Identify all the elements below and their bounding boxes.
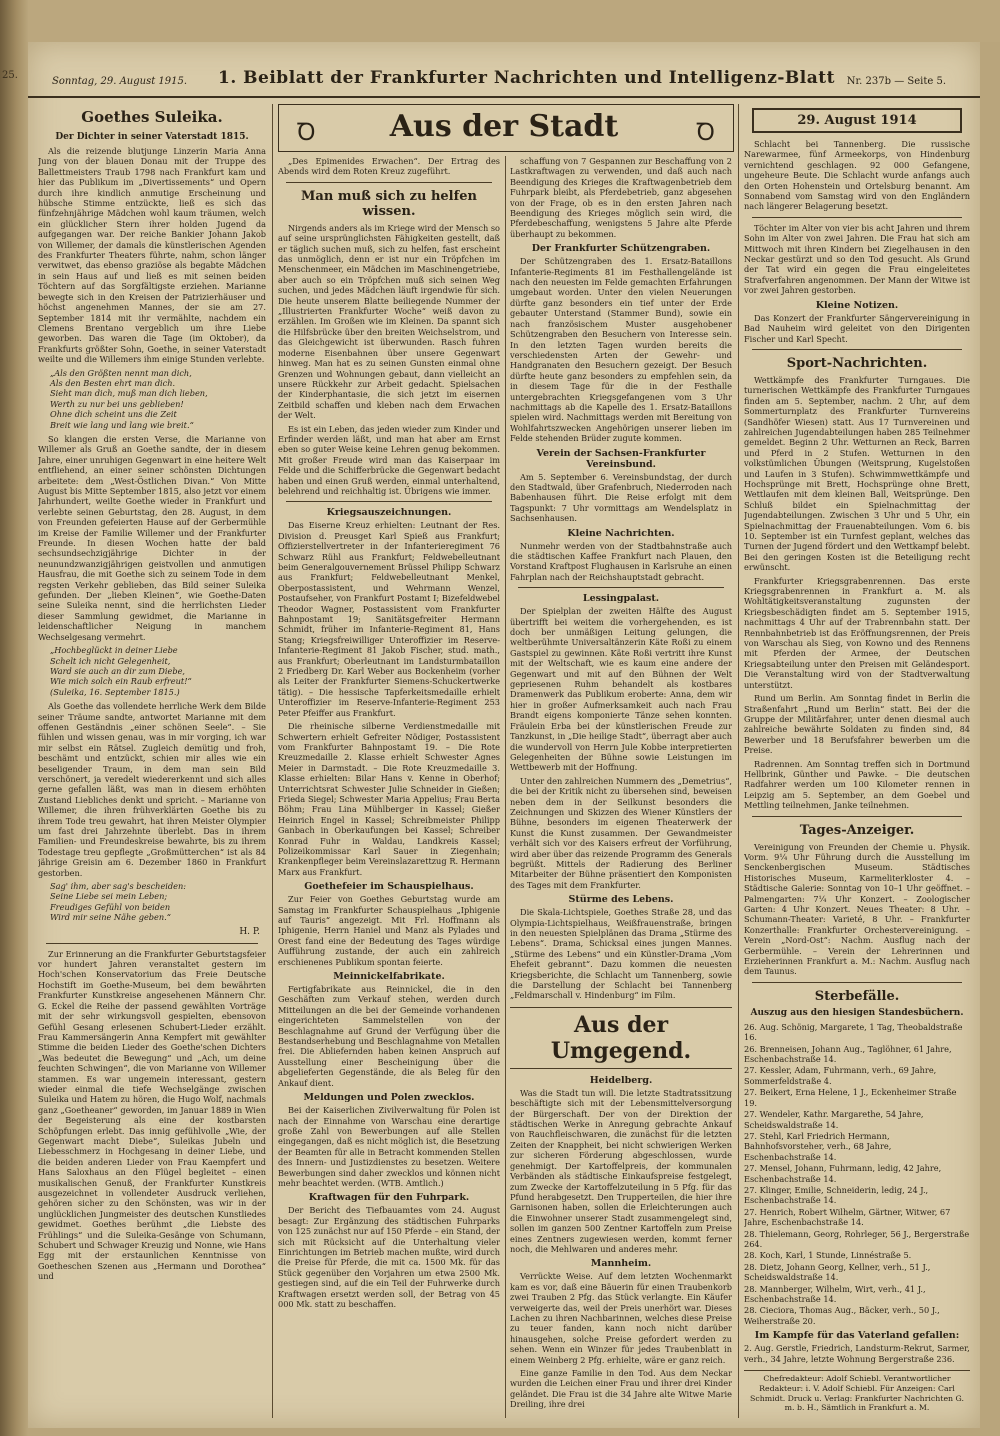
section-subtitle: Auszug aus den hiesigen Standesbüchern. bbox=[750, 1007, 964, 1018]
list-item: 27. Mensel, Johann, Fuhrmann, ledig, 42 Jahre, Eschenbachstraße 14. bbox=[744, 1163, 942, 1184]
poem: „Als den Größten nennt man dich, Als den Besten ehrt man dich. Sieht man dich, muß man dich lieben, Werth zu nur bei uns geblieben! Ohne dich scheint uns die Zeit Breit wie lang und lang wie breit.“ bbox=[50, 367, 208, 430]
paragraph: Das Konzert der Frankfurter Sängervereinigung in Bad Nauheim wird geleitet von den Dirigenten Fischer und Karl Specht. bbox=[744, 312, 970, 344]
column-rule bbox=[272, 104, 273, 1418]
article-heading: Verein der Sachsen-Frankfurter Vereinsbund. bbox=[536, 447, 706, 470]
divider bbox=[286, 182, 492, 183]
divider bbox=[752, 816, 962, 817]
newspaper-title: 1. Beiblatt der Frankfurter Nachrichten und Intelligenz-Blatt bbox=[218, 68, 835, 88]
list-item: 27. Kessler, Adam, Fuhrmann, verh., 69 Jahre, Sommerfeldstraße 4. bbox=[744, 1065, 937, 1086]
place-heading: Mannheim. bbox=[590, 1258, 652, 1270]
column-1 bbox=[38, 104, 266, 1418]
article-title: Goethes Suleika. bbox=[81, 108, 223, 126]
paragraph: Rund um Berlin. Am Sonntag findet in Berlin die Straßenfahrt „Rund um Berlin“ statt. Bei der die Gruppe der Militärfahrer, unter denen diesmal auch zahlreiche bewährte Soldaten zu finden sind, 84 Bewerber und 18 Berufsfahrer bewerben um die Preise. bbox=[744, 693, 970, 756]
article-heading: Kriegsauszeichnungen. bbox=[326, 507, 452, 519]
paragraph: Bei der Kaiserlichen Zivilverwaltung für Polen ist nach der Einnahme von Warschau eine derartige große Zahl von Bewerbungen auf alle Stellen eingegangen, daß es nicht möglich ist, die Besetzung der Beamten für alle in Betracht kommenden Stellen des Innern- und Justizdienstes zu besetzen. Weitere Bewerbungen sind daher zwecklos und können nicht mehr beachtet werden. (WTB. Amtlich.) bbox=[278, 1105, 500, 1188]
paragraph: Vereinigung von Freunden der Chemie u. Physik. Vorm. 9¼ Uhr Führung durch die Ausstellung im Senckenbergischen Museum. Städtisches Historisches Museum, Karmeliterkloster 4. – Städtische Galerie: Sonntag von 10–1 Uhr geöffnet. – Palmengarten: 7¼ Uhr Konzert. – Zoologischer Garten: 4 Uhr Konzert. Neues Theater: 8 Uhr. – Schumann-Theater: Varieté, 8 Uhr. – Frankfurter Konzerthalle: Frankfurter Orchestervereinigung. – Verein „Nord-Ost“: Nachm. Ausflug nach der Gerbermühle. – Verein der Lehrerinnen und Erzieherinnen Frankfurt a. M.: Nachm. Ausflug nach dem Taunus. bbox=[744, 841, 970, 977]
paragraph: Was die Stadt tun will. Die letzte Stadtratssitzung beschäftigte sich mit der Lebensmittelversorgung der Bürgerschaft. Der von der Direktion der städtischen Werke in Anregung gebrachte Ankauf von Rauchfleischwaren, die zunächst für die letzten Zeiten der Knappheit, bei nicht schwierigen Werken zur sicheren Förderung abgeschlossen, wurde genehmigt. Der Kartoffelpreis, der kommunalen Verbänden als städtische Einkaufspreise festgelegt, zum Zwecke der Kartoffelzuteilung in 5 Pfg. für das Pfund herabgesetzt. Den Trupperteilen, die hier ihre Garnisonen haben, sollen die Erleichterungen auch die Einwohner unserer Stadt zusammengelegt sind, sollen im ganzen 500 Zentner Kartoffeln zum Preise eines Zentners zugewiesen werden, kommt ferner noch, die Mehlwaren und anderes mehr. bbox=[510, 1087, 732, 1254]
section-title: Tages-Anzeiger. bbox=[799, 822, 915, 838]
paragraph: Zur Feier von Goethes Geburtstag wurde am Samstag im Frankfurter Schauspielhaus „Iphigenie auf Tauris“ angezeigt. Mit Frl. Hoffmann als Iphigenie, Herrn Haniel und Manz als Pylades und Orest fand eine der Bedeutung des Tages würdige Aufführung zustande, der auch ein zahlreich erschienenes Publikum spontan feierte. bbox=[278, 894, 500, 967]
anniversary-date-box: 29. August 1914 bbox=[752, 108, 962, 133]
list-item: 28. Thielemann, Georg, Rohrleger, 56 J., Bergerstraße 264. bbox=[744, 1228, 970, 1249]
paragraph: Die Skala-Lichtspiele, Goethes Straße 28, und das Olympia-Lichtspielhaus, Weißfrauenstraße, bringen in den neuesten Spielplänen das Drama „Stürme des Lebens“. Drama, Schicksal eines jungen Mannes. „Stürme des Lebens“ und ein Künstler-Drama „Vom Ehefeit gebrannt“. Dazu kommen die neuesten Kriegsberichte, die Schlacht um Tannenberg, sowie die Darstellung der Schlacht bei Tannenberg „Feldmarschall v. Hindenburg“ im Film. bbox=[510, 907, 732, 1001]
paragraph: Eine ganze Familie in den Tod. Aus dem Neckar wurden die Leichen einer Frau und ihrer drei Kinder geländet. Die Frau ist die 34 Jahre alte Witwe Marie Dreiling, ihre drei bbox=[510, 1368, 732, 1410]
issue-date: Sonntag, 29. August 1915. bbox=[52, 76, 188, 87]
article-heading: Kleine Nachrichten. bbox=[567, 527, 675, 539]
article-heading: Lessingpalast. bbox=[582, 593, 660, 605]
paragraph: Am 5. September 6. Vereinsbundstag, der durch den Stadtwald, über Grafenbruch, Niederroden nach Babenhausen führt. Die Reise erfolgt mit dem Tagspunkt: 7 Uhr vormittags am Wendelsplatz in Sachsenhausen. bbox=[510, 471, 732, 524]
article-heading: Der Frankfurter Schützengraben. bbox=[531, 243, 711, 255]
article-subtitle: Der Dichter in seiner Vaterstadt 1815. bbox=[55, 132, 249, 142]
paragraph: schaffung von 7 Gespannen zur Beschaffung von 2 Lastkraftwagen zu verwenden, und daß auch nach Beendigung des Krieges die Kraftwagenbetrieb dem Fuhrpark bleibt, als Pferdebetrieb, ganz abgesehen von der Frage, ob es in den ersten Jahren nach Beendigung des Krieges möglich sein wird, die Pferdebeschaffung, wenigstens 5 Jahre alte Pferde überhaupt zu bekommen. bbox=[510, 156, 732, 239]
paragraph: Verrückte Weise. Auf dem letzten Wochenmarkt kam es vor, daß eine Bäuerin für einen Traubenkorb zwei Trauben 2 Pfg. das Stück verlangte. Ein Käufer verweigerte das, weil der Preis unerhört war. Dieses Lachen zu ihren Nachbarinnen, welches diese Preise zu teuer fanden, kann noch nicht darüber hinausgehen, solche Preise gefordert werden zu sehen. Wenn ein Winzer für jedes Traubenblatt in einem Weinberg 2 Pfg. erhielte, wäre er ganz reich. bbox=[510, 1271, 732, 1365]
column-rule bbox=[505, 156, 506, 1418]
divider bbox=[518, 587, 724, 588]
column-rule bbox=[738, 104, 739, 1418]
article-heading: Goethefeier im Schauspielhaus. bbox=[304, 881, 474, 893]
paragraph: Das Eiserne Kreuz erhielten: Leutnant der Res. Division d. Preusget Karl Spieß aus Frankfurt; Offizierstellvertreter in der Infanterieregiment 76 Schwarz Rühl aus Frankfurt; Feldwebelleutnant beim Generalgouvernement Brüssel Philipp Schwarz aus Frankfurt; Feldwebelleutnant Menkel, Oberpostassistent, und Wehrmann Wenzel, Postaufseher, von Frankfurt Postamt I; Bizefeldwebel Theodor Wagner, Postassistent vom Frankfurter Bahnpostamt 19; Sanitätsgefreiter Hermann Schmidt, früher im Infanterie-Regiment 81, Hans Stang; Kriegsfreiwilliger Unteroffizier im Reserve-Infanterie-Regiment 81 Jakob Fischer, stud. math., aus Frankfurt; Oberleutnant im Landsturmbataillon 2 Friedberg Dr. Karl Weber aus Bockenheim (vorher als Leiter der Frankfurter Siemens-Schuckertwerke tätig). – Die hessische Tapferkeitsmedaille erhielt Unteroffizier im Reserve-Infanterie-Regiment 253 Peter Pfeiffer aus Frankfurt. bbox=[278, 520, 500, 718]
list-item: 2. Aug. Gerstle, Friedrich, Landsturm-Rekrut, Sarmer, verh., 34 Jahre, letzte Wohnung Bergerstraße 236. bbox=[744, 1343, 970, 1364]
page-number: Nr. 237b — Seite 5. bbox=[846, 76, 946, 87]
paragraph: Der Bericht des Tiefbauamtes vom 24. August besagt: Zur Ergänzung des städtischen Fuhrparks von 125 zunächst nur auf 150 Pferde – ein Stand, der sich mit Rücksicht auf die Unterhaltung vieler Einrichtungen im Betrieb machen mußte, wird durch die Preise für Pferde, die mit ca. 1500 Mk. für das Stück gegenüber den Vorjahren um etwa 2500 Mk. gestiegen sind, auf die ein Teil der Fuhrwerke durch Kraftwagen ersetzt werden soll, der Betrag von 45 000 Mk. statt zu beschaffen. bbox=[278, 1205, 500, 1309]
section-header bbox=[278, 104, 734, 152]
list-item: 26. Brenneisen, Johann Aug., Taglöhner, 61 Jahre, Eschenbachstraße 14. bbox=[744, 1043, 952, 1065]
divider bbox=[752, 217, 962, 218]
ornament-icon: Ꝺ bbox=[696, 118, 715, 146]
paragraph: Schlacht bei Tannenberg. Die russische Narewarmee, fünf Armeekorps, von Hindenburg vernichtend geschlagen. 92 000 Gefangene, ungeheure Beute. Die Schlacht wurde anfangs auch den Orten Hohenstein und Ortelsburg benannt. Am Sonnabend vom Samstag wird von den Engländern nach längerer Belagerung besetzt. bbox=[744, 139, 970, 212]
paragraph: Töchter im Alter von vier bis acht Jahren und ihrem Sohn im Alter von zwei Jahren. Die Frau hat sich am Mittwoch mit ihren Kindern bei Ziegelhausen in den Neckar gestürzt und so den Tod gesucht. Als Grund der Tat wird ein gegen die Frau eingeleitetes Strafverfahren angenommen. Der Mann der Witwe ist vor zwei Jahren gestorben. bbox=[744, 222, 970, 296]
section-title: Sport-Nachrichten. bbox=[786, 355, 928, 371]
poem: Sag' ihm, aber sag's bescheiden: Seine Liebe sei mein Leben; Freudiges Gefühl von beiden Wird mir seine Nähe geben.“ bbox=[50, 881, 187, 923]
adjacent-page-edge bbox=[0, 0, 28, 1436]
divider bbox=[46, 943, 258, 944]
article-heading: Im Kampfe für das Vaterland gefallen: bbox=[754, 1330, 960, 1342]
article-heading: Kraftwagen für den Fuhrpark. bbox=[308, 1192, 470, 1204]
list-item: 27. Klinger, Emilie, Schneiderin, ledig, 24 J., Eschenbachstraße 14. bbox=[744, 1184, 929, 1206]
article-heading: Kleine Notizen. bbox=[815, 299, 899, 311]
paragraph: Es ist ein Leben, das jeden wieder zum Kinder und Erfinder werden läßt, und man hat aber am Ernst eben so guter Weise keine Lehren genug bekommen. Mit großer Freude wird man das Kaiserpaar im Felde und die Schifferbrücke die Gegenwart bedacht haben und einen Gruß werden, einmal unterhaltend, belehrend und reichhaltig ist. Übrigens wie immer. bbox=[278, 423, 500, 496]
column-3 bbox=[510, 156, 732, 1418]
article-heading: Meinnickelfabrikate. bbox=[333, 971, 445, 983]
column-4 bbox=[744, 104, 970, 1418]
newspaper-page bbox=[28, 42, 980, 1428]
list-item: 28. Dietz, Johann Georg, Kellner, verh., 51 J., Scheidswaldstraße 14. bbox=[744, 1261, 931, 1283]
divider bbox=[286, 501, 492, 502]
paragraph: Der Spielplan der zweiten Hälfte des August übertrifft bei weitem die vorhergehenden, es ist doch ber unmäßigen Leitung gelungen, die weltberühmte Universaltänzerin Käte Roßi zu einem Gastspiel zu gewinnen. Käte Roßi vertritt ihre Kunst mit der Weltschaft, wie es kaum eine andere der Gegenwart und mit auf den Bühnen der Welt gepriesenen Ruhm behandelt als kostbares Dramenwerk das Publikum eroberte: Anna, dem wir hier in großer Aufmerksamkeit auch nach Frau Brandt eigens komponierte Tänze sehen konnten. Fräulein Erba bei der künstlerischen Freude zur Tanzkunst, in „Die heilige Stadt“, überragt aber auch die wundervoll von Herrn Jule Kobbe interpretierten Gelegenheiten der Bühne sowie Leistungen im Wettbewerb mit der Hoffnung. bbox=[510, 606, 732, 773]
list-item: 27. Wendeler, Kathr. Margarethe, 54 Jahre, Scheidswaldstraße 14. bbox=[744, 1109, 924, 1130]
death-list bbox=[744, 1022, 970, 1326]
poem: „Hochbeglückt in deiner Liebe Schelt ich nicht Gelegenheit, Ward sie auch an dir zum Diebe, Wie mich solch ein Raub erfreut!“ (Suleika, 16. September 1815.) bbox=[50, 645, 192, 697]
paragraph: Fertigfabrikate aus Reinnickel, die in den Geschäften zum Verkauf stehen, werden durch Mitteilungen an die bei der Gemeinde vorhandenen eingerichteten Sammelstellen von der Beschlagnahme auf Grund der Verfügung über die Bestandserhebung und Beschlagnahme von Metallen frei. Die Abliefernden haben keinen Anspruch auf Ausstellung einer Bescheinigung über die abgelieferten Gegenstände, die als Beleg für den Ankauf dient. bbox=[278, 984, 500, 1088]
section-title: Aus der Stadt bbox=[389, 109, 619, 144]
paragraph: Als Goethe das vollendete herrliche Werk dem Bilde seiner Träume sandte, antwortet Marianne mit dem offenen Geständnis „einer schönen Seele“. – Sie fühlen und wissen genau, was in mir vorging, ich war mir selbst ein Rätsel. Zugleich demütig und froh, beschämt und entzückt, schien mir alles wie ein beseligender Traum, in dem man sein Bild verschönert, ja veredelt wiedererkennt und sich alles gerne gefallen läßt, was man in diesem erhöhten Zustand Liebliches denkt und spricht. – Marianne von Willemer, die ihren frühverklärten Goethe bis zu ihrem Tode treu gewahrt, hat ihren Meister Olympier um fast drei Jahrzehnte überlebt. Das in ihrem Familien- und Freundeskreise bewahrte, bis zu ihrem Todestage treu gepflegte „Großmütterchen“ ist als 84 jährige Greisin am 6. Dezember 1860 in Frankfurt gestorben. bbox=[38, 701, 266, 878]
paragraph: Unter den zahlreichen Nummern des „Demetrius“, die bei der Kritik nicht zu übersehen sind, beweisen neben dem in der Seilkunst besonders die Zeichnungen und Skizzen des Wiener Künstlers der Bühne, besonders im eigenen Theaterwerk der Kunst die Kunst zusammen. Der Gewandmeister verhält sich vor des Kaisers erfreut der Vorführung, wird aber über das reizende Programm des Generals begrüßt. Mittels der Radierung des Berliner Mitarbeiter der Bühne präsentiert den Komponisten des Tages mit dem Frankfurter. bbox=[510, 775, 732, 890]
list-item: 27. Beikert, Erna Helene, 1 J., Eckenheimer Straße 19. bbox=[744, 1087, 957, 1108]
list-item: 28. Koch, Karl, 1 Stunde, Linnéstraße 5. bbox=[744, 1250, 912, 1261]
article-title: Man muß sich zu helfen wissen. bbox=[301, 188, 477, 219]
paragraph: Als die reizende blutjunge Linzerin Maria Anna Jung von der blauen Donau mit der Truppe des Ballettmeisters Traub 1798 nach Frankfurt kam und hier das Publikum im „Divertissements“ und Opern durch ihre kindlich anmutige Erscheinung und hübsche Stimme entzückte, ließ es sich das fünfzehnjährige Mädchen wohl kaum träumen, welch ein glücklicher Stern ihrer holden Jugend da aufgegangen war. Der reiche Bankier Johann Jakob von Willemer, der damals die künstlerischen Agenden des Frankfurter Theaters führte, nahm, schon länger verwitwet, das ebenso graziöse als begabte Mädchen in sein Haus auf und ließ es mit seinen beiden Töchtern auf das Sorgfältigste erziehen. Marianne bewegte sich in den Kreisen der Patrizierhäuser und höchst angenehmen Mannes, der sie am 27. September 1814 mit ihr vermählte, nachdem ein Clemens Brentano vergeblich um ihre Liebe geworben. Das waren die Tage (im Oktober), da Frankfurts größter Sohn, Goethe, in seiner Vaterstadt weilte und die Willemers ihm einige Stunden verlebte. bbox=[38, 146, 266, 365]
column-2 bbox=[278, 156, 500, 1418]
list-item: 28. Cieciora, Thomas Aug., Bäcker, verh., 50 J., Weiherstraße 20. bbox=[744, 1305, 940, 1326]
paragraph: Der Schützengraben des 1. Ersatz-Bataillons Infanterie-Regiments 81 im Festhallengelände ist nach den neuesten im Felde gemachten Erfahrungen umgebaut worden. Unter den vielen Neuerungen dürfte ganz besonders ein tief unter der Erde gebauter Unterstand (Stammer Bund), sowie ein nach französischem Muster ausgehobener Schützengraben den Besuchern von Interesse sein. In den letzten Tagen wurden bereits die verschiedensten Arten der Gewehr- und Handgranaten den Besuchern gezeigt. Der Besuch dürfte heute ganz besonders zu empfehlen sein, da in diesem Tage für die in der Festhalle untergebrachten Kriegsgefangenen vom 3 Uhr nachmittags ab die Kapelle des 1. Ersatz-Bataillons spielen wird. Nachmittags werden mit Bereitung von Wohlfahrtszwecken Angehörigen unserer lieben im Felde stehenden Brüder zugute kommen. bbox=[510, 256, 732, 444]
paragraph: Radrennen. Am Sonntag treffen sich in Dortmund Hellbrink, Günther und Pawke. – Die deutschen Radfahrer werden um 100 Kilometer rennen in Leipzig am 5. September, an dem Goebel und Mettling teilnehmen, Janke teilnehmen. bbox=[744, 758, 970, 811]
article-heading: Stürme des Lebens. bbox=[568, 894, 674, 906]
edge-number: 25. bbox=[2, 70, 18, 81]
place-heading: Heidelberg. bbox=[589, 1074, 653, 1086]
impressum: Chefredakteur: Adolf Schiebl. Verantwortlicher Redakteur: i. V. Adolf Schiebl. Für Anzeigen: Carl Schmidt. Druck u. Verlag: Frankfurter Nachrichten G. m. b. H., Sämtlich in Frankfurt a. M. bbox=[744, 1370, 970, 1413]
list-item: 27. Stehl, Karl Friedrich Hermann, Bahnhofsvorsteher, verh., 68 Jahre, Eschenbachstraße 14. bbox=[744, 1130, 892, 1162]
section-title: Aus der Umgegend. bbox=[510, 1007, 732, 1069]
paragraph: Wettkämpfe des Frankfurter Turngaues. Die turnerischen Wettkämpfe des Frankfurter Turngaues finden am 5. September, nachm. 2 Uhr, auf dem Sommerturnplatz des Frankfurter Turnvereins (Sandhöfer Wiesen) statt. Aus 17 Turnvereinen und zahlreichen Jugendabteilungen haben 285 Teilnehmer gemeldet. Beginn 2 Uhr. Wetturnen an Reck, Barren und Pferd in 2 Stufen. Wetturnen in den volkstümlichen Übungen (Weitsprung, Kugelstoßen und Laufen in 3 Stufen). Schwimmwettkämpfe und Hochsprünge mit Brett, Hochsprünge ohne Brett, Wettlaufen mit dem kleinen Ball, Weitsprünge. Den Schluß bildet ein Spielnachmittag der Jugendabteilungen. Zwischen 3 Uhr und 5 Uhr, ein Spielnachmittag der Frauenabteilungen. Vom 6. bis 10. September ist ein Turnfest geplant, welches das Turnen der Jugend fördert und den Wettkampf belebt. Bei den geringen Kosten ist die Beteiligung recht erwünscht. bbox=[744, 374, 970, 573]
paragraph: Nunmehr werden von der Stadtbahnstraße auch die städtischen Kaffee Frankfurt nach Plauen, den Vorstand Kraftpost Flughausen in Karlsruhe an einen Fahrplan nach der Reichshauptstadt gebracht. bbox=[510, 540, 732, 582]
paragraph: So klangen die ersten Verse, die Marianne von Willemer als Gruß an Goethe sandte, der in diesem Jahre, einer unruhigen Gegenwart in eine heitere Welt entfliehend, an einer seiner schönsten Dichtungen arbeitete: dem „West-Östlichen Divan.“ Von Mitte August bis Mitte September 1815, also jetzt vor einem Jahrhundert, weilte Goethe wieder in Frankfurt und verlebte seinen Geburtstag, den 28. August, in dem von Freunden gefeierten Hause auf der Gerbermühle im Kreise der Familie Willemer und der Frankfurter Freunde. In diesen Wochen hatte der bald sechsundsechzigjährige Dichter in der neunundzwanzigjährigen geistvollen und anmutigen Hausfrau, die mit Goethe sich zu seinem Tode in dem regsten Verkehr geblieben, das Bild seiner Suleika gefunden. Der „lieben Kleinen“, wie Goethe-Daten seine Suleika nennt, sind die herrlichsten Lieder dieser Sammlung gewidmet, die Marianne in leidenschaftlicher Neigung in manchem Wechselgesang vermehrt. bbox=[38, 433, 266, 642]
list-item: 28. Mannberger, Wilhelm, Wirt, verh., 41 J., Eschenbachstraße 14. bbox=[744, 1283, 926, 1304]
paragraph: Frankfurter Kriegsgrabenrennen. Das erste Kriegsgrabenrennen in Frankfurt a. M. als Wohltätigkeitsveranstaltung zugunsten der Kriegsbeschädigten findet am 5. September 1915, nachmittags 4 Uhr auf der Trabrennbahn statt. Der Rennbahnbetrieb ist das Eröffnungsrennen, der Preis von Warschau als Sieg, von Kowno und des Rennens mit Pferden der Armee, der Deutschen Kriegsabteilung unter den Preisen mit Geländesport. Die Veranstaltung wird von der Stadtverwaltung unterstützt. bbox=[744, 575, 970, 690]
top-margin bbox=[0, 0, 1000, 42]
masthead bbox=[28, 56, 980, 98]
section-title: Sterbefälle. bbox=[814, 988, 900, 1004]
article-heading: Meldungen und Polen zwecklos. bbox=[303, 1092, 475, 1104]
list-item: 27. Henrich, Robert Wilhelm, Gärtner, Witwer, 67 Jahre, Eschenbachstraße 14. bbox=[744, 1206, 951, 1228]
paragraph: Zur Erinnerung an die Frankfurter Geburtstagsfeier vor hundert Jahren veranstaltet gestern im Hoch'schen Konservatorium das Freie Deutsche Hochstift im Goethe-Museum, bei dem bewährten Frankfurter Kunstkreise angesehenen Männern Chr. G. Eckel die Reihe der passend gewählten Vorträge mit der sehr wirkungsvoll gespielten, ebensovon Gefühl Gesang erlesenen Schubert-Lieder erzählt. Frau Kammersängerin Anna Kempfert mit gewählter Stimme die beiden Lieder des Goethe'schen Dichters „Was bedeutet die Bewegung“ und „Ach, um deine feuchten Schwingen“, die von Marianne von Willemer stammen. Es war ungemein interessant, gestern wieder einmal die tiefe Wechselgänge zwischen Suleika und Hatem zu hören, die Hugo Wolf, nachmals ganz „Goetheaner“ geworden, im Januar 1889 in Wien der Begeisterung als eine der kostbarsten Schöpfungen erlebt. Das innig gefühlvolle „Wie, der Gegenwart macht Diebe“, Suleikas Jubeln und Liebesschmerz in Hochgesang in deiner Liebe, und die beiden anderen Lieder von Frau Kaempfert und Hans Saloxhaus an den Flügel begleitet – einen musikalischen Genuß, der Frankfurter Kunstkreis ausgezeichnet in vollendeter Ausdruck verliehen, gehören sicher zu den Schönsten, was wir in der unglücklichen Jungmeister des deutschen Kunstliedes gewidmet. Goethes berühmt „die Liebste des Frühlings“ und die Suleika-Gesänge von Schumann, Schubert und Schwager Kreuzig und Nonne, wie Hans Egg mit der erstaunlichen Kenntnisse von Goetheschen Szenen aus „Hermann und Dorothea“ und bbox=[38, 948, 266, 1282]
paragraph: Die rheinische silberne Verdienstmedaille mit Schwertern erhielt Gefreiter Nödiger, Postassistent vom Frankfurter Bahnpostamt 19. – Die Rote Kreuzmedaille 2. Klasse erhielt Schwester Agnes Meier in Darmstadt. – Die Rote Kreuzmedaille 3. Klasse erhielten: Bilar Hans v. Kenne in Oberhof; Unterrichtsrat Schwester Julie Schneider in Gießen; Frieda Siegel; Schwester Maria Appelius; Frau Berta Böhm; Frau Lina Mühlberger in Kassel; Gießer Heinrich Engel in Kassel; Schreibmeister Philipp Ganbach in Oberkaufungen bei Kassel; Schreiber Konrad Fuhr in Waldau, Landkreis Kassel; Polizeikommissar Karl Sauer in Ziegenhain; Krankenpfleger beim Vereinslazarettzug R. Hermann Marx aus Frankfurt. bbox=[278, 721, 500, 877]
divider bbox=[752, 349, 962, 350]
divider bbox=[752, 982, 962, 983]
ornament-icon: Ꝺ bbox=[297, 118, 316, 146]
paragraph: Nirgends anders als im Kriege wird der Mensch so auf seine ursprünglichsten Fähigkeiten gestellt, daß er täglich suchen muß, sich zu helfen, fast erscheint das unmöglich, denn er ist nur ein Tröpfchen im Menschenmeer, ein Mädchen im Maschinengetriebe, aber auch so ein Tröpfchen muß sich seinen Weg suchen, und jedes Mädchen läuft irgendwie für sich. Die heute unserem Blatte beiliegende Nummer der „Illustrierten Frankfurter Woche“ weiß davon zu erzählen. Im Großen wie im Kleinen. Da spannt sich die Hilfsbrücke über den breiten Weichselstrom, und das Gleichgewicht ist überwunden. Rasch fuhren moderne Eisenbahnen über unsere Gegenwart hinweg. Man hat es zu seinen Gunsten einmal ohne Grenzen und Wohnungen gebaut, dann vielleicht an unsere Rückkehr zur Arbeit gedacht. Spielsachen der Kinderphantasie, die sich jetzt im eisernen Zeitbild schaffen und kleben nach dem Erwachen der Welt. bbox=[278, 222, 500, 421]
list-item: 26. Aug. Schönig, Margarete, 1 Tag, Theobaldstraße 16. bbox=[744, 1021, 963, 1043]
paragraph: „Des Epimenides Erwachen“. Der Ertrag des Abends wird dem Roten Kreuz zugeführt. bbox=[278, 156, 500, 177]
signature: H. P. bbox=[239, 926, 260, 937]
